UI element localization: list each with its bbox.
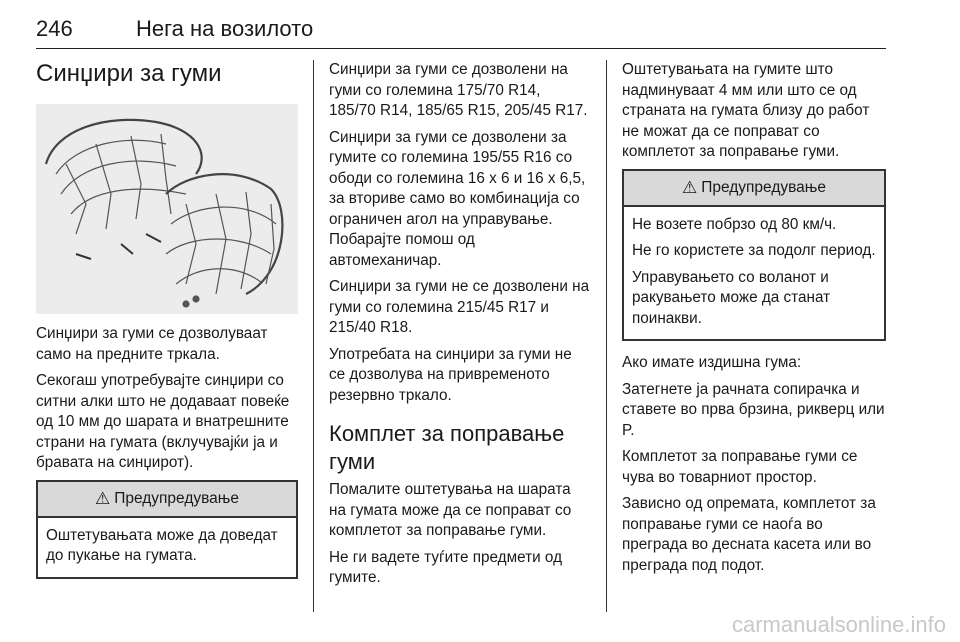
warning-triangle-icon: ⚠: [94, 488, 111, 508]
watermark: carmanualsonline.info: [731, 612, 946, 637]
paragraph: Не ги вадете туѓите предмети од гумите.: [329, 548, 563, 586]
warning-header: [38, 482, 296, 518]
section-heading-snow-chains: Синџири за гуми: [36, 60, 222, 87]
paragraph: Помалите оштетувања на шарата на гумата може да се поправат со комплетот за поправање гуми.: [329, 481, 572, 539]
warning-body: [38, 518, 296, 577]
page-number: 246: [36, 16, 73, 41]
paragraph: Синџири за гуми се дозволени за гумите со големина 195/55 R16 со ободи со големина 16 x 6 и 16 x 6,5, за вториве само во комбинација со ограничен агол на управување. Побарајте помош од автомеханичар.: [329, 128, 586, 269]
warning-text: Оштетувањата може да доведат до пукање на гумата.: [46, 526, 278, 564]
warning-text: Не го користете за подолг период.: [632, 242, 876, 259]
page-header: [36, 12, 886, 49]
paragraph: Употребата на синџири за гуми не се дозволува на привременото резервно тркало.: [329, 345, 572, 404]
paragraph: Синџири за гуми не се дозволени на гуми со големина 215/45 R17 и 215/40 R18.: [329, 278, 590, 336]
warning-title: Предупредување: [114, 489, 240, 507]
warning-box: [36, 480, 298, 579]
warning-body: [624, 207, 884, 340]
section-heading-tyre-repair-kit: Комплет за поправање гуми: [329, 421, 565, 474]
warning-text: Управувањето со воланот и ракувањето може да станат поинакви.: [632, 268, 831, 327]
snow-chains-drawing: [36, 104, 298, 314]
paragraph: Секогаш употребувајте синџири со ситни алки што не додаваат повеќе од 10 мм до шарата и внатрешните страни на гумата (вклучувајќи ја и бравата на синџирот).: [36, 372, 290, 471]
column-3: [622, 60, 886, 582]
paragraph: Зависно од опремата, комплетот за поправање гуми се наоѓа во преграда во десната касета или во преграда под подот.: [622, 495, 876, 574]
column-1: [36, 60, 298, 579]
column-divider: [606, 60, 607, 612]
paragraph: Оштетувањата на гумите што надминуваат 4 мм или што се од страната на гумата близу до работ не можат да се поправат со комплетот за поправање гуми.: [622, 61, 870, 160]
warning-header: [624, 171, 884, 207]
warning-triangle-icon: ⚠: [681, 177, 698, 197]
warning-title: Предупредување: [701, 178, 827, 196]
warning-box: [622, 169, 886, 342]
running-title: Нега на возилото: [136, 16, 314, 41]
column-2: [329, 60, 591, 595]
warning-text: Не возете побрзо од 80 км/ч.: [632, 215, 837, 233]
paragraph: Комплетот за поправање гуми се чува во товарниот простор.: [622, 448, 858, 486]
paragraph: Синџири за гуми се дозволени на гуми со големина 175/70 R14, 185/70 R14, 185/65 R15, 205/45 R17.: [329, 61, 588, 119]
paragraph: Ако имате издишна гума:: [622, 354, 802, 371]
column-divider: [313, 60, 314, 612]
snow-chains-illustration: [36, 104, 298, 314]
paragraph: Синџири за гуми се дозволуваат само на предните тркала.: [36, 325, 268, 363]
paragraph: Затегнете ја рачната сопирачка и ставете во прва брзина, рикверц или P.: [622, 380, 885, 439]
